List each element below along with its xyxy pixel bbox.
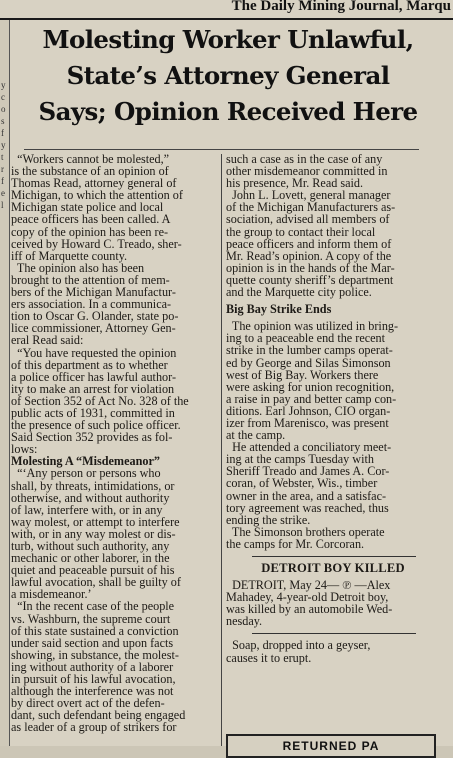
text-line: lice commissioner, Attorney Gen-	[11, 321, 176, 336]
edge-fragment: y	[1, 140, 6, 150]
text-line: otherwise, and without authority	[11, 490, 170, 505]
text-line: of Section 352 of Act No. 328 of the	[11, 393, 189, 408]
text-line: of law, interfere with, or in any	[11, 502, 163, 517]
text-line: causes it to erupt.	[226, 650, 312, 665]
text-line: John L. Lovett, general manager	[226, 188, 391, 203]
text-line: was killed by an automobile Wed-	[226, 602, 393, 617]
text-line: “You have requested the opinion	[11, 345, 177, 360]
spacer	[226, 627, 440, 632]
text-line: The opinion also has been	[11, 260, 145, 275]
headline-line: State’s Attorney General	[66, 61, 390, 90]
edge-fragment: e	[1, 188, 5, 198]
text-line: in pursuit of his lawful avocation,	[11, 672, 176, 687]
text-line: Sheriff Treado and James A. Cor-	[226, 464, 390, 479]
edge-fragment: l	[1, 200, 4, 210]
text-line: iff of Marquette county.	[11, 248, 128, 263]
text-line: shall, by threats, intimidations, or	[11, 478, 175, 493]
text-line: tory agreement was reached, thus	[226, 500, 389, 515]
text-line: a raise in pay and better camp con-	[226, 391, 397, 406]
text-line: west of Big Bay. Workers there	[226, 367, 379, 382]
text-line: is the substance of an opinion of	[11, 164, 169, 179]
news-brief-heading: DETROIT BOY KILLED	[261, 561, 405, 575]
text-line: lows:	[11, 442, 38, 457]
text-line: izer from Marenisco, was present	[226, 415, 389, 430]
text-line: the camps for Mr. Corcoran.	[226, 536, 365, 551]
text-line: coran, of Webster, Wis., timber	[226, 476, 378, 491]
subheading: Molesting A “Misdemeanor”	[11, 454, 160, 469]
text-line: way molest, or attempt to interfere	[11, 514, 180, 529]
text-line: his presence, Mr. Read said.	[226, 176, 364, 191]
text-line: The Simonson brothers operate	[226, 524, 385, 539]
masthead-rule	[0, 18, 453, 20]
text-line: a police officer has lawful author-	[11, 369, 177, 384]
text-line: ing at the camps Tuesday with	[226, 452, 374, 467]
text-line: ing without authority of a laborer	[11, 659, 174, 674]
text-line: lawful avocation, shall be guilty of	[11, 575, 181, 590]
text-line: vs. Washburn, the supreme court	[11, 611, 171, 626]
text-line: although the interference was not	[11, 684, 174, 699]
article-column-left	[11, 153, 217, 734]
text-line: a misdemeanor.’	[11, 587, 92, 602]
text-line: as leader of a group of strikers for	[11, 720, 177, 735]
text-line: sociation, advised all members of	[226, 212, 390, 227]
text-line: with, or in any way molest or dis-	[11, 526, 176, 541]
text-line: “Workers cannot be molested,”	[11, 152, 170, 166]
text-line: ing to a peaceable end the recent	[226, 331, 386, 346]
text-line: ditions. Earl Johnson, CIO organ-	[226, 403, 391, 418]
text-line: “In the recent case of the people	[11, 599, 175, 614]
headline-line: Molesting Worker Unlawful,	[42, 25, 414, 54]
text-line: mechanic or other laborer, in the	[11, 551, 170, 566]
text-line: strike in the lumber camps operat-	[226, 343, 393, 358]
text-line: Michigan, to which the attention of	[11, 188, 183, 203]
article-column-right	[226, 153, 440, 664]
text-line: nesday.	[226, 614, 263, 629]
text-line: eral Read said:	[11, 333, 84, 348]
text-line: of the Michigan Manufacturers as-	[226, 200, 396, 215]
text-line: opinion is in the hands of the Mar-	[226, 260, 395, 275]
text-line: Said Section 352 provides as fol-	[11, 430, 173, 445]
adjacent-column-edge	[0, 20, 10, 746]
text-line: Mr. Read’s opinion. A copy of the	[226, 248, 392, 263]
edge-fragment: f	[1, 176, 4, 186]
edge-fragment: r	[1, 164, 4, 174]
text-line: ers association. In a communica-	[11, 297, 172, 312]
text-line: The opinion was utilized in bring-	[226, 319, 399, 334]
text-line: the presence of such police officer.	[11, 418, 181, 433]
masthead: The Daily Mining Journal, Marqu	[231, 0, 451, 14]
text-line: He attended a conciliatory meet-	[226, 440, 392, 455]
text-line: peace officers has been called. A	[11, 212, 171, 227]
text-line: Mahadey, 4-year-old Detroit boy,	[226, 590, 389, 605]
text-line: were asking for union recognition,	[226, 379, 395, 394]
text-line: Soap, dropped into a geyser,	[226, 638, 371, 653]
edge-fragment: c	[1, 92, 5, 102]
edge-fragment: s	[1, 116, 5, 126]
text-line: of this state sustained a conviction	[11, 623, 179, 638]
text-line: quiet and peaceable pursuit of his	[11, 563, 175, 578]
text-line: Michigan state police and local	[11, 200, 164, 215]
text-line: brought to the attention of mem-	[11, 272, 170, 287]
headline-rule	[24, 149, 419, 150]
text-line: tion to Oscar G. Olander, state po-	[11, 309, 179, 324]
text-line: ity to make an arrest for violation	[11, 381, 175, 396]
text-line: the group to contact their local	[226, 224, 376, 239]
text-line: by direct overt act of the defen-	[11, 696, 165, 711]
edge-fragment: f	[1, 128, 4, 138]
text-line: owner in the area, and a satisfac-	[226, 488, 387, 503]
headline-line: Says; Opinion Received Here	[38, 97, 418, 126]
text-line: public acts of 1931, committed in	[11, 405, 175, 420]
edge-fragment: t	[1, 152, 4, 162]
text-line: quette county sheriff’s department	[226, 272, 394, 287]
text-line: “‘Any person or persons who	[11, 466, 161, 481]
text-line: showing, in substance, the molest-	[11, 647, 179, 662]
text-line: DETROIT, May 24— ℗ —Alex	[226, 578, 391, 593]
column-rule	[221, 154, 222, 746]
text-line: dant, such defendant being engaged	[11, 708, 186, 723]
text-line: ending the strike.	[226, 512, 311, 527]
text-line: and the Marquette city police.	[226, 285, 372, 300]
text-line: such a case as in the case of any	[226, 152, 383, 166]
text-line: ed by George and Silas Simonson	[226, 355, 391, 370]
text-line: at the camp.	[226, 428, 286, 443]
edge-fragment: y	[1, 80, 6, 90]
text-line: of this department as to whether	[11, 357, 168, 372]
text-line: bers of the Michigan Manufactur-	[11, 285, 176, 300]
next-article-heading: RETURNED PA	[282, 739, 380, 753]
text-line: peace officers and inform them of	[226, 236, 392, 251]
text-line: Thomas Read, attorney general of	[11, 176, 177, 191]
text-line: ceived by Howard C. Treado, sher-	[11, 236, 182, 251]
headline	[13, 22, 443, 130]
text-line: other misdemeanor committed in	[226, 164, 388, 179]
edge-fragment: o	[1, 104, 6, 114]
subheading: Big Bay Strike Ends	[226, 302, 332, 317]
text-line: under said section and upon facts	[11, 635, 174, 650]
text-line: turb, without such authority, any	[11, 539, 170, 553]
next-article-box	[226, 734, 436, 758]
text-line: copy of the opinion has been re-	[11, 224, 169, 239]
